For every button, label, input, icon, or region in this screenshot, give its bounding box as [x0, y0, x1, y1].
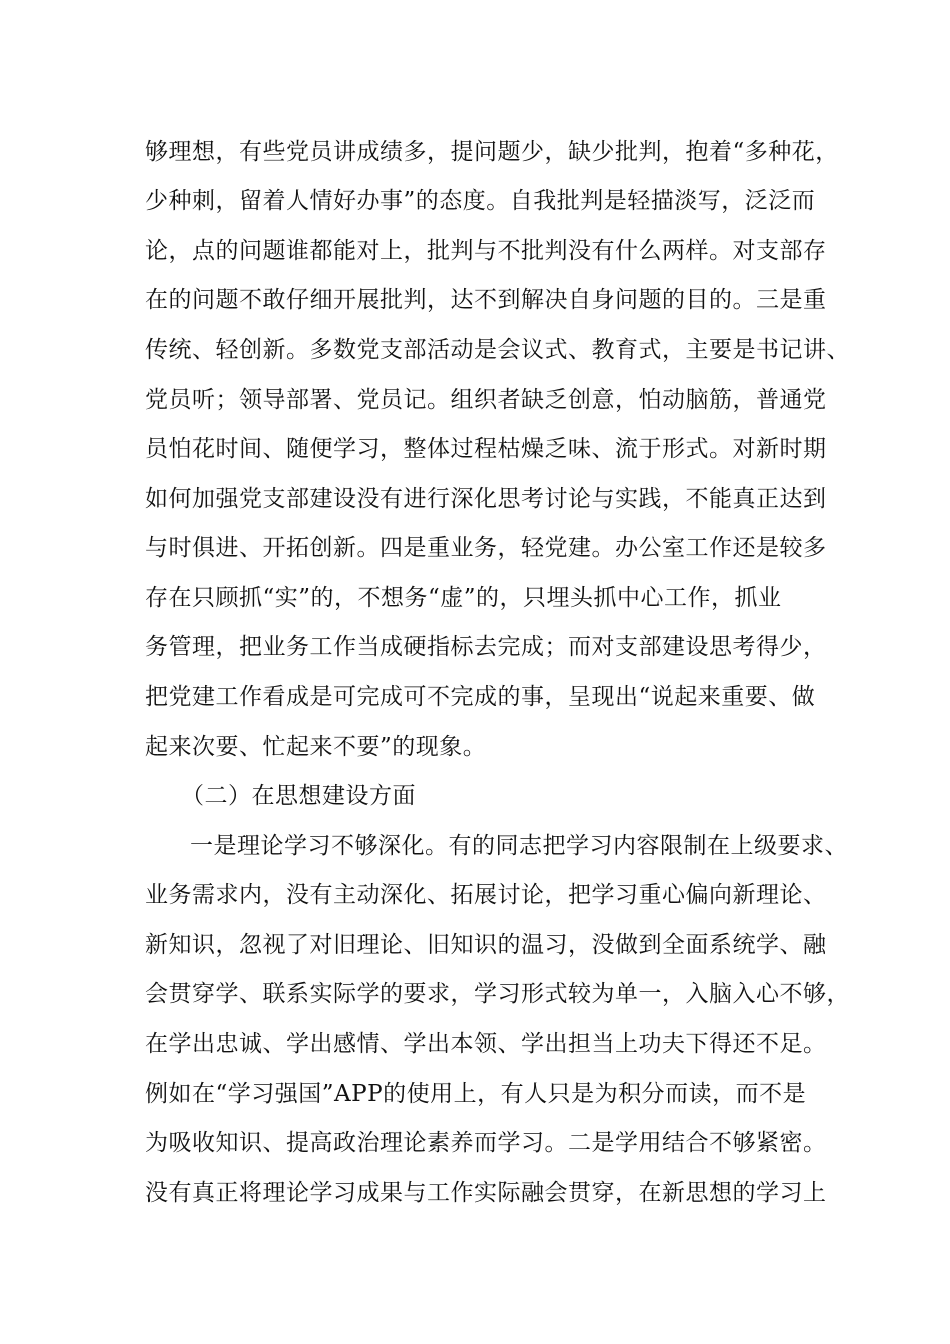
- text-line: 在学出忠诚、学出感情、学出本领、学出担当上功夫下得还不足。: [145, 1031, 827, 1057]
- text-line: 论，点的问题谁都能对上，批判与不批判没有什么两样。对支部存: [145, 238, 827, 264]
- text-line: 务管理，把业务工作当成硬指标去完成；而对支部建设思考得少，: [145, 634, 827, 660]
- text-line: 少种刺，留着人情好办事”的态度。自我批判是轻描淡写，泛泛而: [145, 188, 816, 214]
- text-line: 起来次要、忙起来不要”的现象。: [145, 734, 487, 760]
- section-heading: （二）在思想建设方面: [181, 783, 416, 809]
- text-line: 存在只顾抓“实”的，不想务“虚”的，只埋头抓中心工作，抓业: [145, 585, 782, 611]
- text-line: 为吸收知识、提高政治理论素养而学习。二是学用结合不够紧密。: [145, 1130, 827, 1156]
- text-line: 例如在“学习强国”APP的使用上，有人只是为积分而读，而不是: [145, 1081, 807, 1107]
- text-line: 没有真正将理论学习成果与工作实际融会贯穿，在新思想的学习上: [145, 1180, 827, 1206]
- text-line: 在的问题不敢仔细开展批判，达不到解决自身问题的目的。三是重: [145, 287, 827, 313]
- text-line: 与时俱进、开拓创新。四是重业务，轻党建。办公室工作还是较多: [145, 535, 827, 561]
- text-line: 传统、轻创新。多数党支部活动是会议式、教育式，主要是书记讲、: [145, 337, 850, 363]
- text-line: 会贯穿学、联系实际学的要求，学习形式较为单一，入脑入心不够，: [145, 981, 850, 1007]
- text-line: 把党建工作看成是可完成可不完成的事，呈现出“说起来重要、做: [145, 684, 816, 710]
- text-line: 业务需求内，没有主动深化、拓展讨论，把学习重心偏向新理论、: [145, 882, 827, 908]
- text-line: 新知识，忽视了对旧理论、旧知识的温习，没做到全面系统学、融: [145, 932, 827, 958]
- text-line: 够理想，有些党员讲成绩多，提问题少，缺少批判，抱着“多种花，: [145, 139, 839, 165]
- text-line: 党员听；领导部署、党员记。组织者缺乏创意，怕动脑筋，普通党: [145, 387, 827, 413]
- paragraph-first-line: 一是理论学习不够深化。有的同志把学习内容限制在上级要求、: [190, 833, 848, 859]
- text-line: 员怕花时间、随便学习，整体过程枯燥乏味、流于形式。对新时期: [145, 436, 827, 462]
- text-line: 如何加强党支部建设没有进行深化思考讨论与实践，不能真正达到: [145, 486, 827, 512]
